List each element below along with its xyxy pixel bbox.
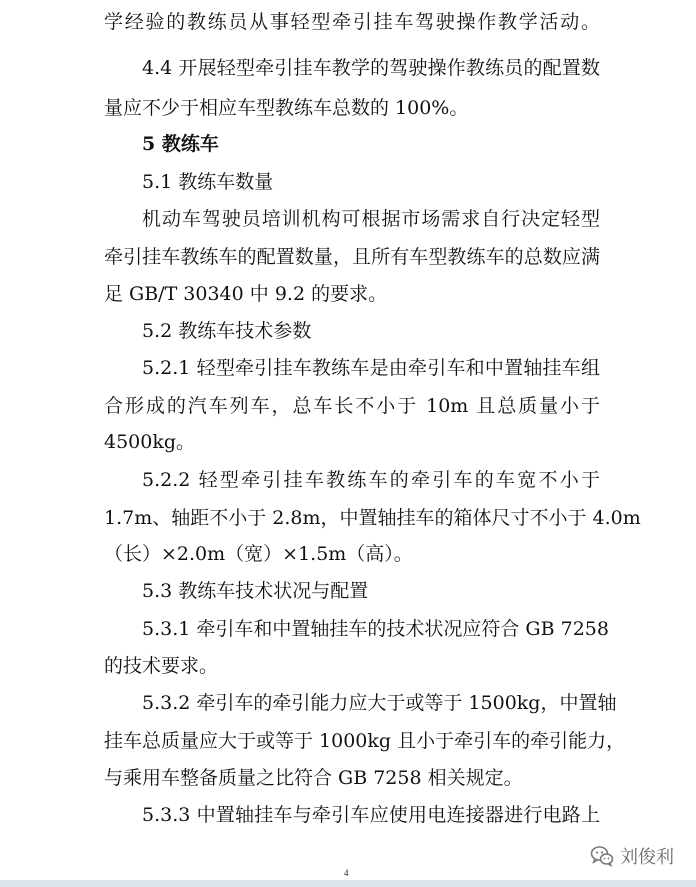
body-line: 1.7m、轴距不小于 2.8m，中置轴挂车的箱体尺寸不小于 4.0m: [104, 507, 641, 529]
body-line: 5.3.3 中置轴挂车与牵引车应使用电连接器进行电路上: [142, 804, 600, 826]
body-line: 与乘用车整备质量之比符合 GB 7258 相关规定。: [104, 767, 523, 789]
wechat-icon: [590, 845, 614, 867]
subsection-heading: 5.2 教练车技术参数: [142, 320, 312, 342]
body-line: 4500kg。: [104, 431, 196, 453]
body-line: 学经验的教练员从事轻型牵引挂车驾驶操作教学活动。: [104, 11, 600, 33]
subsection-heading: 5.1 教练车数量: [142, 171, 274, 193]
page-number: 4: [344, 868, 349, 878]
section-heading: 5 教练车: [142, 133, 219, 155]
body-line: 5.3.2 牵引车的牵引能力应大于或等于 1500kg，中置轴: [142, 692, 617, 714]
body-line: 机动车驾驶员培训机构可根据市场需求自行决定轻型: [142, 208, 600, 230]
body-line: 的技术要求。: [104, 655, 219, 677]
body-line: 牵引挂车教练车的配置数量，且所有车型教练车的总数应满: [104, 246, 600, 268]
watermark: [590, 842, 674, 870]
body-line: 5.3.1 牵引车和中置轴挂车的技术状况应符合 GB 7258: [142, 618, 609, 640]
body-line: 5.2.2 轻型牵引挂车教练车的牵引车的车宽不小于: [142, 469, 600, 491]
body-line: 合形成的汽车列车，总车长不小于 10m 且总质量小于: [104, 395, 600, 417]
body-line: 挂车总质量应大于或等于 1000kg 且小于牵引车的牵引能力，: [104, 730, 626, 752]
body-line: （长）×2.0m（宽）×1.5m（高）。: [104, 543, 413, 565]
body-line: 5.2.1 轻型牵引挂车教练车是由牵引车和中置轴挂车组: [142, 357, 600, 379]
body-line: 足 GB/T 30340 中 9.2 的要求。: [104, 283, 388, 305]
watermark-author: 刘俊利: [620, 847, 674, 868]
body-line: 量应不少于相应车型教练车总数的 100%。: [104, 97, 469, 119]
bottom-strip: [0, 880, 696, 887]
subsection-heading: 5.3 教练车技术状况与配置: [142, 580, 369, 602]
body-line: 4.4 开展轻型牵引挂车教学的驾驶操作教练员的配置数: [142, 57, 600, 79]
